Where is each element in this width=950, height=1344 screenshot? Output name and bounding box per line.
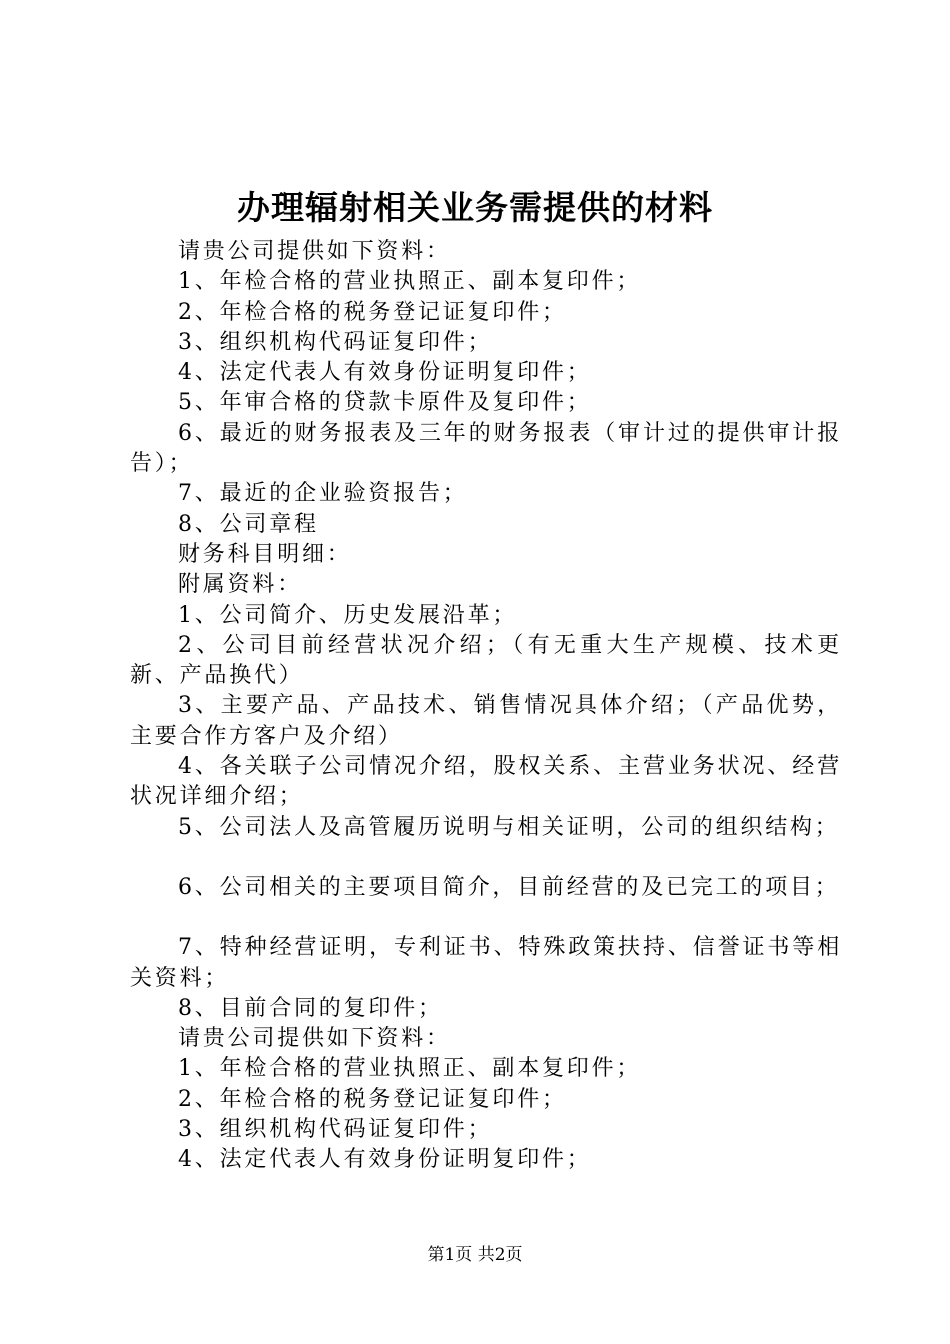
paragraph: 6、公司相关的主要项目简介，目前经营的及已完工的项目； [178,874,840,900]
paragraph: 3、组织机构代码证复印件； [178,329,493,355]
page-number-footer: 第1页 共2页 [427,1245,523,1265]
paragraph: 8、公司章程 [178,511,319,537]
paragraph: 3、组织机构代码证复印件； [178,1117,493,1143]
paragraph: 3、主要产品、产品技术、销售情况具体介绍；（产品优势，主要合作方客户及介绍） [130,693,842,749]
paragraph: 4、各关联子公司情况介绍，股权关系、主营业务状况、经营状况详细介绍； [130,754,842,810]
paragraph: 7、特种经营证明，专利证书、特殊政策扶持、信誉证书等相关资料； [130,935,842,991]
paragraph: 附属资料： [178,572,303,598]
paragraph: 5、公司法人及高管履历说明与相关证明，公司的组织结构； [178,814,840,840]
paragraph: 2、年检合格的税务登记证复印件； [178,1086,567,1112]
paragraph: 4、法定代表人有效身份证明复印件； [178,360,592,386]
paragraph: 2、公司目前经营状况介绍；（有无重大生产规模、技术更新、产品换代） [130,632,842,689]
paragraph: 请贵公司提供如下资料： [178,1026,451,1052]
paragraph: 请贵公司提供如下资料： [178,239,451,264]
paragraph: 1、年检合格的营业执照正、副本复印件； [178,269,642,295]
paragraph: 7、最近的企业验资报告； [178,481,468,507]
paragraph: 1、年检合格的营业执照正、副本复印件； [178,1056,642,1082]
paragraph: 4、法定代表人有效身份证明复印件； [178,1147,592,1173]
paragraph: 2、年检合格的税务登记证复印件； [178,299,567,325]
document-body [130,237,842,1176]
document-title: 办理辐射相关业务需提供的材料 [237,188,713,227]
paragraph: 5、年审合格的贷款卡原件及复印件； [178,390,592,416]
paragraph: 6、最近的财务报表及三年的财务报表（审计过的提供审计报告）； [130,420,842,477]
paragraph: 财务科目明细： [178,541,352,567]
paragraph: 1、公司简介、历史发展沿革； [178,602,518,628]
paragraph: 8、目前合同的复印件； [178,995,443,1021]
